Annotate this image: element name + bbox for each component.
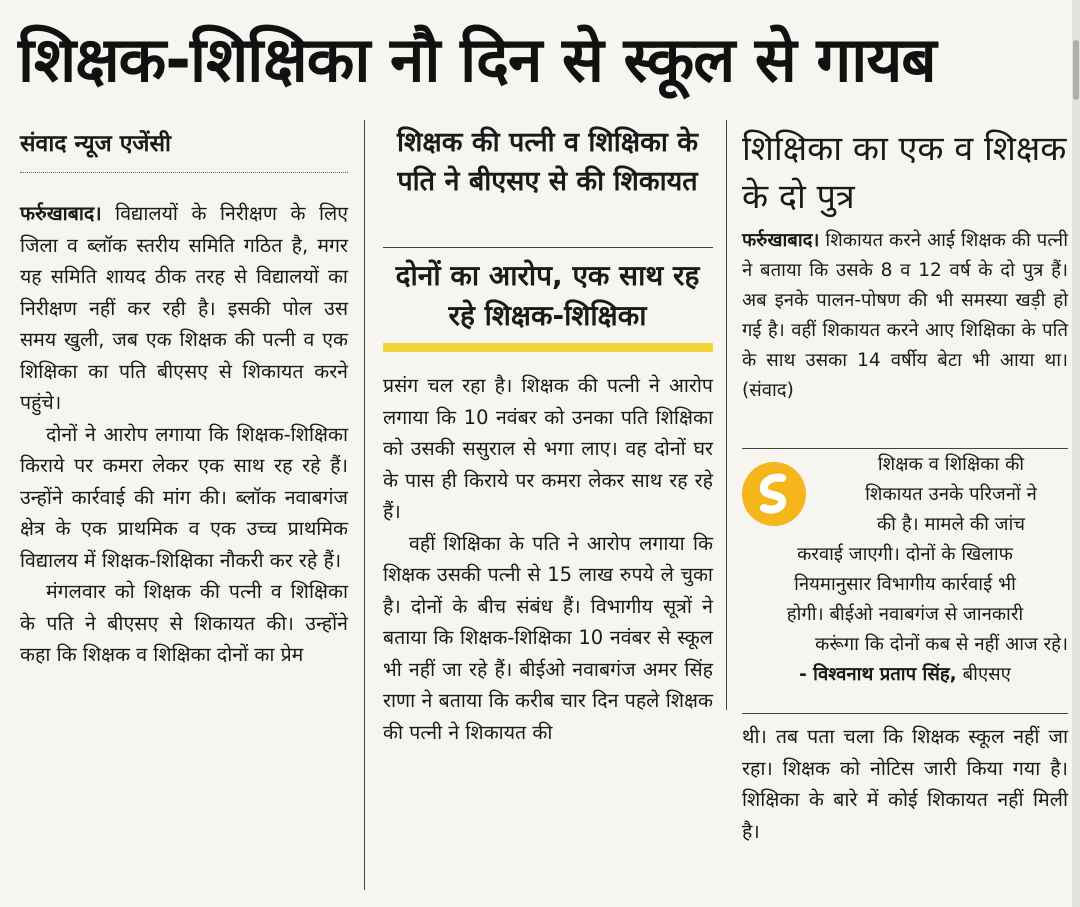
left-column bbox=[20, 198, 348, 671]
quote-attribution: - विश्वनाथ प्रताप सिंह, bbox=[799, 664, 957, 685]
right-continuation bbox=[742, 721, 1068, 847]
subhead-complaint: शिक्षक की पत्नी व शिक्षिका के पति ने बीएसए से की शिकायत bbox=[397, 127, 698, 197]
middle-para-2: वहीं शिक्षिका के पति ने आरोप लगाया कि शिक्षक उसकी पत्नी से 15 लाख रुपये ले चुका है। दोनों के बीच संबंध हैं। विभागीय सूत्रों ने बताया कि शिक्षक-शिक्षिका 10 नवंबर से स्कूल भी नहीं जा रहे हैं। बीईओ नवाबगंज अमर सिंह राणा ने बताया कि करीब चार दिन पहले शिक्षक की पत्नी ने शिकायत की bbox=[383, 531, 713, 744]
scrollbar[interactable] bbox=[1072, 0, 1080, 907]
quote-line: शिकायत उनके परिजनों ने bbox=[865, 484, 1037, 505]
quote-line: करूंगा कि दोनों कब से नहीं आज रहे। bbox=[815, 634, 1068, 655]
left-para-1-text: विद्यालयों के निरीक्षण के लिए जिला व ब्लॉक स्तरीय समिति गठित है, मगर यह समिति शायद ठीक तरह से विद्यालयों का निरीक्षण नहीं कर रही है। इसकी पोल उस समय खुली, जब एक शिक्षक की पत्नी व एक शिक्षिका का पति बीएसए से शिकायत करने पहुंचे। bbox=[20, 202, 348, 414]
right-continuation-text: थी। तब पता चला कि शिक्षक स्कूल नहीं जा रहा। शिक्षक को नोटिस जारी किया गया है। शिक्षिका के बारे में कोई शिकायत नहीं मिली है। bbox=[742, 725, 1068, 843]
official-quote bbox=[742, 450, 1068, 690]
column-divider-left bbox=[364, 120, 365, 890]
quote-top-rule bbox=[742, 448, 1068, 449]
sidebar-body bbox=[742, 226, 1068, 406]
left-para-1 bbox=[20, 198, 348, 419]
quote-line: शिक्षक व शिक्षिका की bbox=[877, 454, 1025, 475]
news-agency: संवाद न्यूज एजेंसी bbox=[20, 131, 172, 157]
quote-bottom-rule bbox=[742, 713, 1068, 714]
quote-line: की है। मामले की जांच bbox=[876, 514, 1026, 535]
scrollbar-thumb[interactable] bbox=[1073, 40, 1079, 100]
quote-line: नियमानुसार विभागीय कार्रवाई भी bbox=[794, 574, 1016, 595]
quote-line: होगी। बीईओ नवाबगंज से जानकारी bbox=[786, 604, 1024, 625]
middle-column bbox=[383, 370, 713, 748]
subhead-rule bbox=[383, 247, 713, 248]
quote-line: करवाई जाएगी। दोनों के खिलाफ bbox=[797, 544, 1013, 565]
column-divider-right bbox=[726, 120, 727, 710]
subhead-allegation: दोनों का आरोप, एक साथ रह रहे शिक्षक-शिक्षिका bbox=[395, 259, 700, 332]
quote-role: बीएसए bbox=[962, 664, 1011, 685]
sidebar-heading: शिक्षिका का एक व शिक्षक के दो पुत्र bbox=[742, 129, 1067, 217]
middle-para-1: प्रसंग चल रहा है। शिक्षक की पत्नी ने आरोप लगाया कि 10 नवंबर को उनका पति शिक्षिका को उसकी ससुराल से भगा लाए। वह दोनों घर के पास ही किराये पर कमरा लेकर साथ रह रहे हैं। bbox=[383, 374, 713, 523]
agency-rule bbox=[20, 172, 348, 173]
sidebar-dateline: फर्रुखाबाद। bbox=[742, 230, 820, 251]
quote-attribution-line bbox=[742, 660, 1068, 690]
highlight-bar bbox=[383, 343, 713, 352]
left-para-2: दोनों ने आरोप लगाया कि शिक्षक-शिक्षिका किराये पर कमरा लेकर एक साथ रह रहे हैं। उन्होंने कार्रवाई की मांग की। ब्लॉक नवाबगंज क्षेत्र के एक प्राथमिक व एक उच्च प्राथमिक विद्यालय में शिक्षक-शिक्षिका नौकरी कर रहे हैं। bbox=[20, 422, 348, 572]
sidebar-body-text: शिकायत करने आई शिक्षक की पत्नी ने बताया कि उसके 8 व 12 वर्ष के दो पुत्र हैं। अब इनके पालन-पोषण की भी समस्या खड़ी हो गई है। वहीं शिकायत करने आए शिक्षिका के पति के साथ उसका 14 वर्षीय बेटा भी आया था। (संवाद) bbox=[742, 230, 1068, 401]
headline: शिक्षक-शिक्षिका नौ दिन से स्कूल से गायब bbox=[18, 23, 936, 96]
left-dateline: फर्रुखाबाद। bbox=[20, 202, 102, 225]
left-para-3: मंगलवार को शिक्षक की पत्नी व शिक्षिका के पति ने बीएसए से शिकायत की। उन्होंने कहा कि शिक्षक व शिक्षिका दोनों का प्रेम bbox=[20, 580, 348, 666]
